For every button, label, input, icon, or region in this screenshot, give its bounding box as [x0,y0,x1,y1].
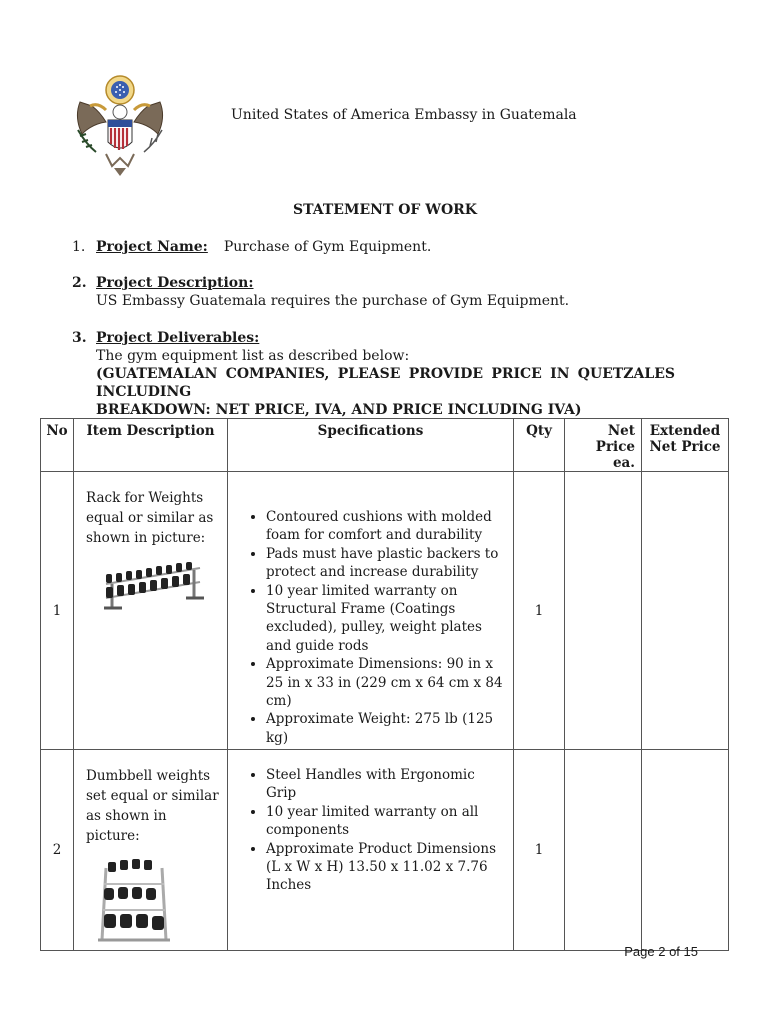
spec-list [228,750,513,895]
row-number: 2 [41,750,74,951]
table-header-row [41,419,729,472]
section-heading: Project Description: [96,275,254,291]
spec-item: • 10 year limited warranty on Structural Frame (Coatings excluded), pulley, weight plates and guide rods [266,582,505,656]
pricing-note-line1: (GUATEMALAN COMPANIES, PLEASE PROVIDE PRICE IN QUETZALES INCLUDING [96,366,675,400]
section-project-name [72,238,431,256]
item-description-cell [74,750,228,951]
row-number: 1 [41,472,74,750]
header-net-price-line1: Net Price [595,423,635,455]
item-description-cell [74,472,228,750]
item-description: Dumbbell weights set equal or similar as shown in picture: [86,768,219,844]
spec-item: • Approximate Weight: 275 lb (125 kg) [266,710,505,747]
spec-item: • 10 year limited warranty on all components [266,803,505,840]
spec-item: • Pads must have plastic backers to protect and increase durability [266,545,505,582]
section-number: 1. [72,239,86,255]
section-number: 2. [72,275,87,291]
page-number: Page 2 of 15 [624,944,698,959]
header-net-price [565,419,642,472]
spec-item: • Steel Handles with Ergonomic Grip [266,766,505,803]
items-table [40,418,729,951]
spec-item: • Contoured cushions with molded foam for comfort and durability [266,508,505,545]
spec-item: • Approximate Product Dimensions (L x W x H) 13.50 x 11.02 x 7.76 Inches [266,840,505,895]
project-name-value: Purchase of Gym Equipment. [223,239,432,255]
weight-rack-image [74,548,227,616]
document-title: STATEMENT OF WORK [293,202,477,218]
specifications-cell [228,750,514,951]
dumbbell-set-image [74,846,227,950]
spec-list [228,472,513,747]
item-description: Rack for Weights equal or similar as shown in picture: [86,490,214,546]
section-project-description [72,274,569,310]
table-row [41,750,729,951]
header-qty: Qty [514,419,565,472]
pricing-note-line2: BREAKDOWN: NET PRICE, IVA, AND PRICE INCLUDING IVA) [96,402,582,418]
section-heading: Project Deliverables: [96,330,260,346]
extended-net-price-cell [642,472,729,750]
header-extended-net-price [642,419,729,472]
header-extended-line1: Extended [649,423,721,439]
section-body: The gym equipment list as described below: [96,348,410,364]
header-item-description: Item Description [74,419,228,472]
qty-cell: 1 [514,750,565,951]
us-great-seal-icon [72,72,168,180]
header-specifications: Specifications [228,419,514,472]
header-net-price-line2: ea. [612,455,635,471]
net-price-cell [565,472,642,750]
section-number: 3. [72,330,87,346]
qty-cell: 1 [514,472,565,750]
extended-net-price-cell [642,750,729,951]
header-no: No [41,419,74,472]
section-heading: Project Name: [96,239,208,255]
spec-item: • Approximate Dimensions: 90 in x 25 in x 33 in (229 cm x 64 cm x 84 cm) [266,655,505,710]
header-extended-line2: Net Price [649,439,721,455]
table-row [41,472,729,750]
section-project-deliverables [72,329,675,419]
specifications-cell [228,472,514,750]
section-body: US Embassy Guatemala requires the purchase of Gym Equipment. [96,293,570,309]
net-price-cell [565,750,642,951]
embassy-title: United States of America Embassy in Guatemala [231,107,577,123]
